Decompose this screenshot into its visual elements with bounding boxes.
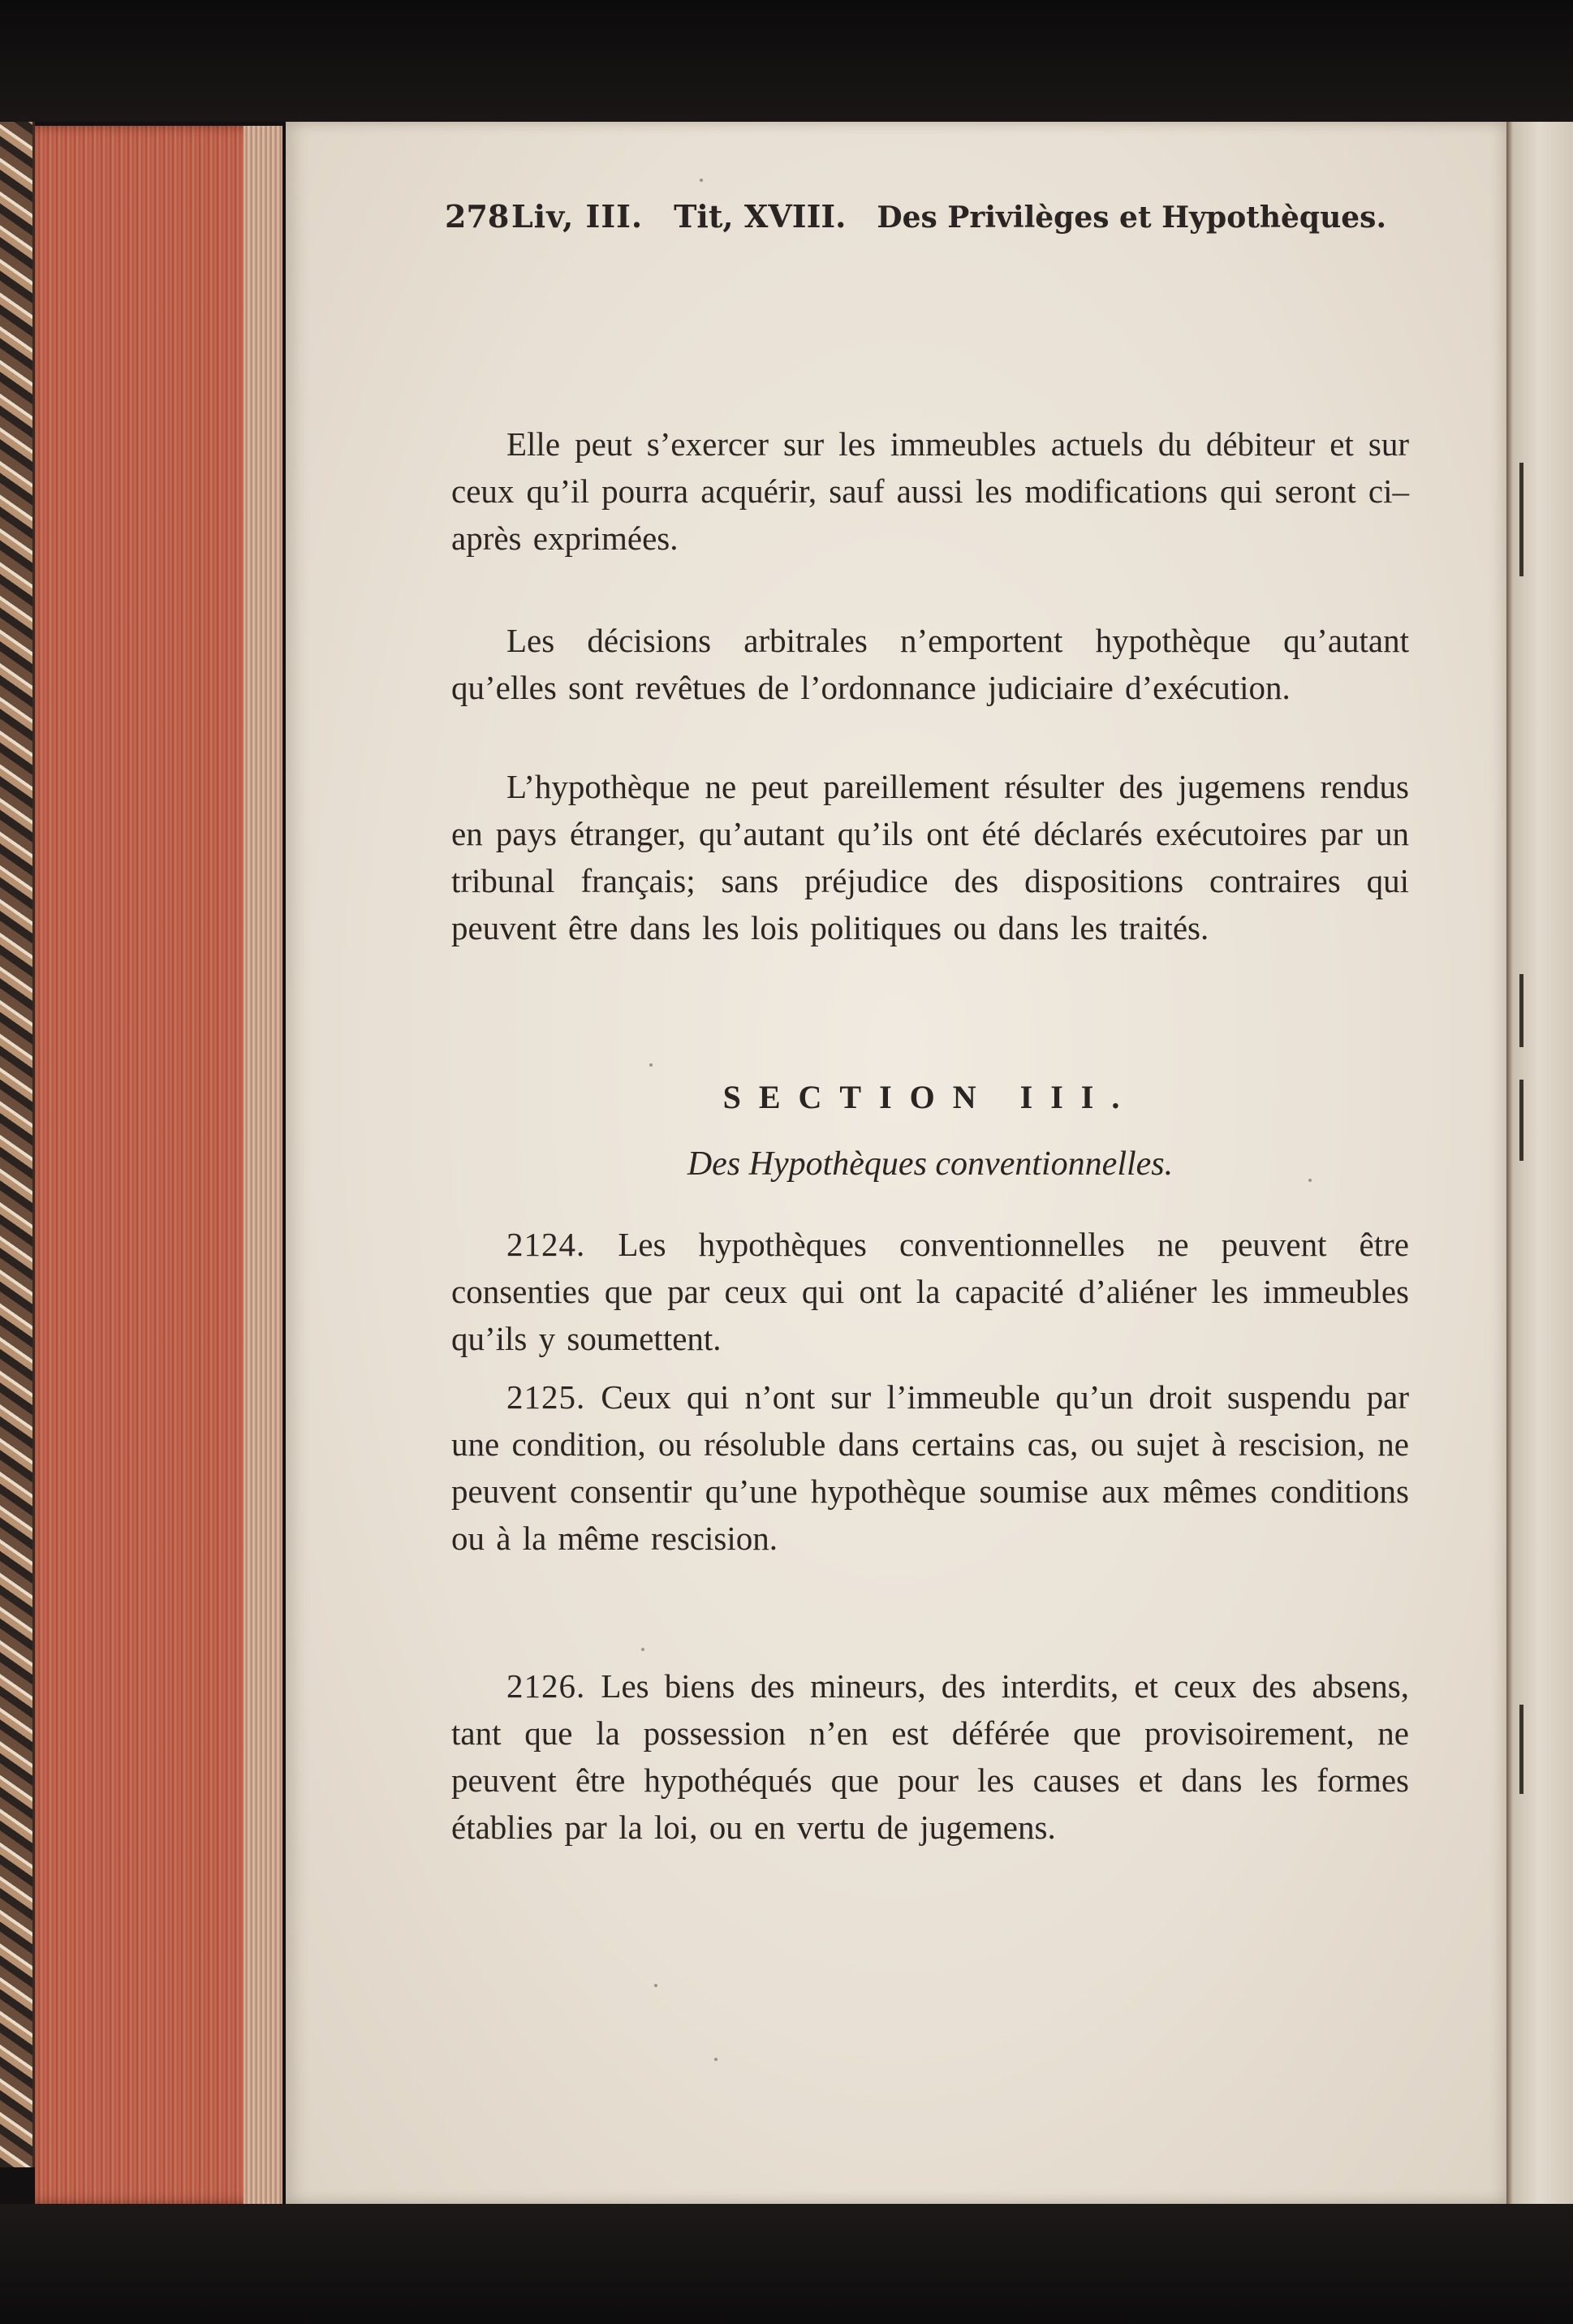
paragraph-block (451, 420, 1409, 562)
book-label: Liv, III. (511, 198, 644, 235)
facing-page-edge (1506, 122, 1573, 2204)
paper-fleck (649, 1063, 653, 1067)
article-number: 2126. (506, 1667, 586, 1705)
dark-background-bottom (0, 2204, 1573, 2324)
article-number: 2124. (506, 1226, 586, 1263)
article (451, 1662, 1409, 1851)
article (451, 1221, 1409, 1362)
marbled-cover-edge (0, 122, 35, 2167)
article-text: Les biens des mineurs, des interdits, et ceux des absens, tant que la possession n’en est déférée que provisoirement, ne peuvent être hypothéqués que pour les causes et dans les formes établies par la loi, ou en vertu de jugemens. (451, 1667, 1410, 1846)
facing-page-text-fragment (1519, 1705, 1523, 1794)
article-text: Ceux qui n’ont sur l’immeuble qu’un droit suspendu par une condition, ou résoluble dans certains cas, ou sujet à rescision, ne peuvent consentir qu’une hypothèque soumise aux mêmes conditions ou à la même rescision. (451, 1378, 1409, 1557)
facing-page-text-fragment (1519, 1080, 1523, 1161)
paragraph: Les décisions arbitrales n’emportent hypothèque qu’autant qu’elles sont revêtues de l’ordonnance judiciaire d’exécution. (451, 622, 1409, 706)
paragraph: Elle peut s’exercer sur les immeubles actuels du débiteur et sur ceux qu’il pourra acquérir, sauf aussi les modifications qui seront ci–après exprimées. (451, 425, 1409, 557)
paragraph-block (451, 763, 1409, 951)
article-block (451, 1221, 1409, 1362)
title-label: Tit, XVIII. (674, 198, 847, 235)
paper-fleck (1308, 1179, 1312, 1182)
running-header (445, 198, 1386, 244)
page-number: 278 (445, 198, 510, 235)
header-subject: Des Privilèges et Hypothèques. (877, 200, 1386, 235)
article (451, 1373, 1409, 1562)
section-subtitle: Des Hypothèques conventionnelles. (687, 1145, 1174, 1183)
article-text: Les hypothèques conventionnelles ne peuvent être consenties que par ceux qui ont la capacité d’aliéner les immeubles qu’ils y soumettent. (451, 1226, 1409, 1357)
paragraph: L’hypothèque ne peut pareillement résulter des jugemens rendus en pays étranger, qu’autant qu’ils ont été déclarés exécutoires par un tribunal français; sans préjudice des dispositions contraires qui peuvent être dans les lois politiques ou dans les traités. (451, 768, 1409, 946)
paper-fleck (714, 2058, 718, 2061)
article-number: 2125. (506, 1378, 586, 1416)
article-block (451, 1373, 1409, 1562)
article-block (451, 1662, 1409, 1851)
facing-page-text-fragment (1519, 974, 1523, 1047)
paper-fleck (641, 1648, 644, 1651)
paragraph-block (451, 617, 1409, 711)
paper-fleck (654, 1984, 657, 1987)
dark-background-top (0, 0, 1573, 122)
paper-fleck (700, 179, 703, 182)
section-heading: SECTION III. (722, 1079, 1138, 1115)
page-gutter-edge (243, 126, 282, 2204)
facing-page-text-fragment (1519, 463, 1523, 576)
